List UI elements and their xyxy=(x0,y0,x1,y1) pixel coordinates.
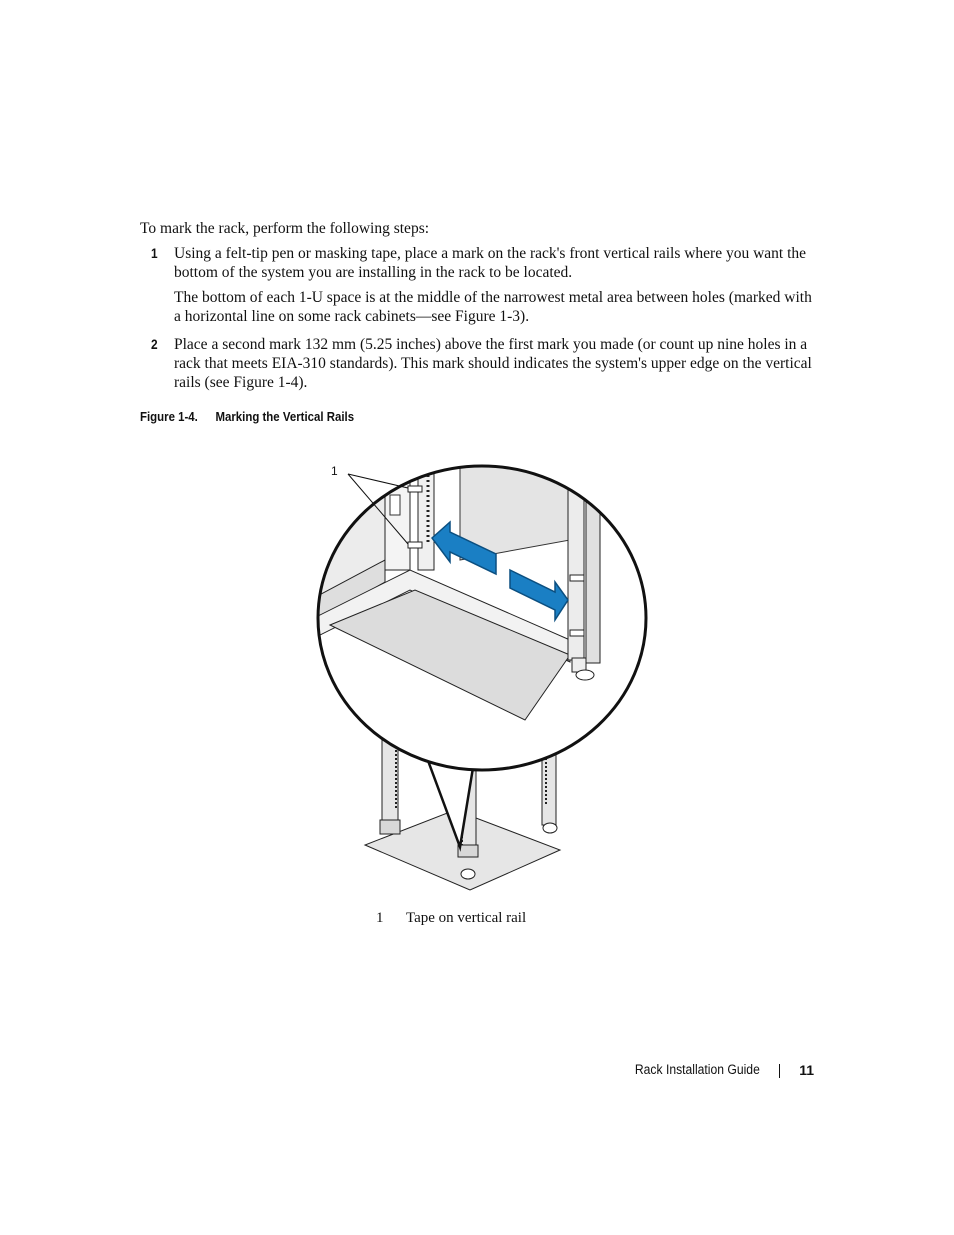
step-2 xyxy=(140,335,820,398)
figure-title: Marking the Vertical Rails xyxy=(215,409,355,424)
rack-figure xyxy=(310,450,655,895)
page-number: 11 xyxy=(799,1062,814,1078)
callout-line xyxy=(348,474,408,488)
step-number: 1 xyxy=(151,245,158,261)
page-footer xyxy=(560,1062,814,1082)
footer-divider xyxy=(779,1064,780,1078)
step-paragraph: Using a felt-tip pen or masking tape, place a mark on the rack's front vertical rails where you want the bottom of the system you are installing in the rack to be located. xyxy=(174,245,807,281)
footer-title: Rack Installation Guide xyxy=(635,1062,760,1077)
legend-text: Tape on vertical rail xyxy=(406,910,527,926)
legend-number: 1 xyxy=(376,910,384,926)
rack-illustration xyxy=(310,450,655,895)
step-paragraph: Place a second mark 132 mm (5.25 inches) above the first mark you made (or count up nine holes in a rack that meets EIA-310 standards). This mark should indicates the system's upper edge on the vertical rails (see Figure 1-4). xyxy=(174,336,812,391)
figure-label: Figure 1-4. xyxy=(140,409,198,424)
step-paragraph: The bottom of each 1-U space is at the middle of the narrowest metal area between holes (marked with a horizontal line on some rack cabinets—see Figure 1-3). xyxy=(174,289,812,325)
figure-legend xyxy=(376,910,526,927)
intro-text: To mark the rack, perform the following steps: xyxy=(140,220,430,237)
figure-caption xyxy=(140,409,354,424)
callout-number: 1 xyxy=(331,464,338,478)
step-1 xyxy=(140,244,820,332)
step-number: 2 xyxy=(151,336,158,352)
